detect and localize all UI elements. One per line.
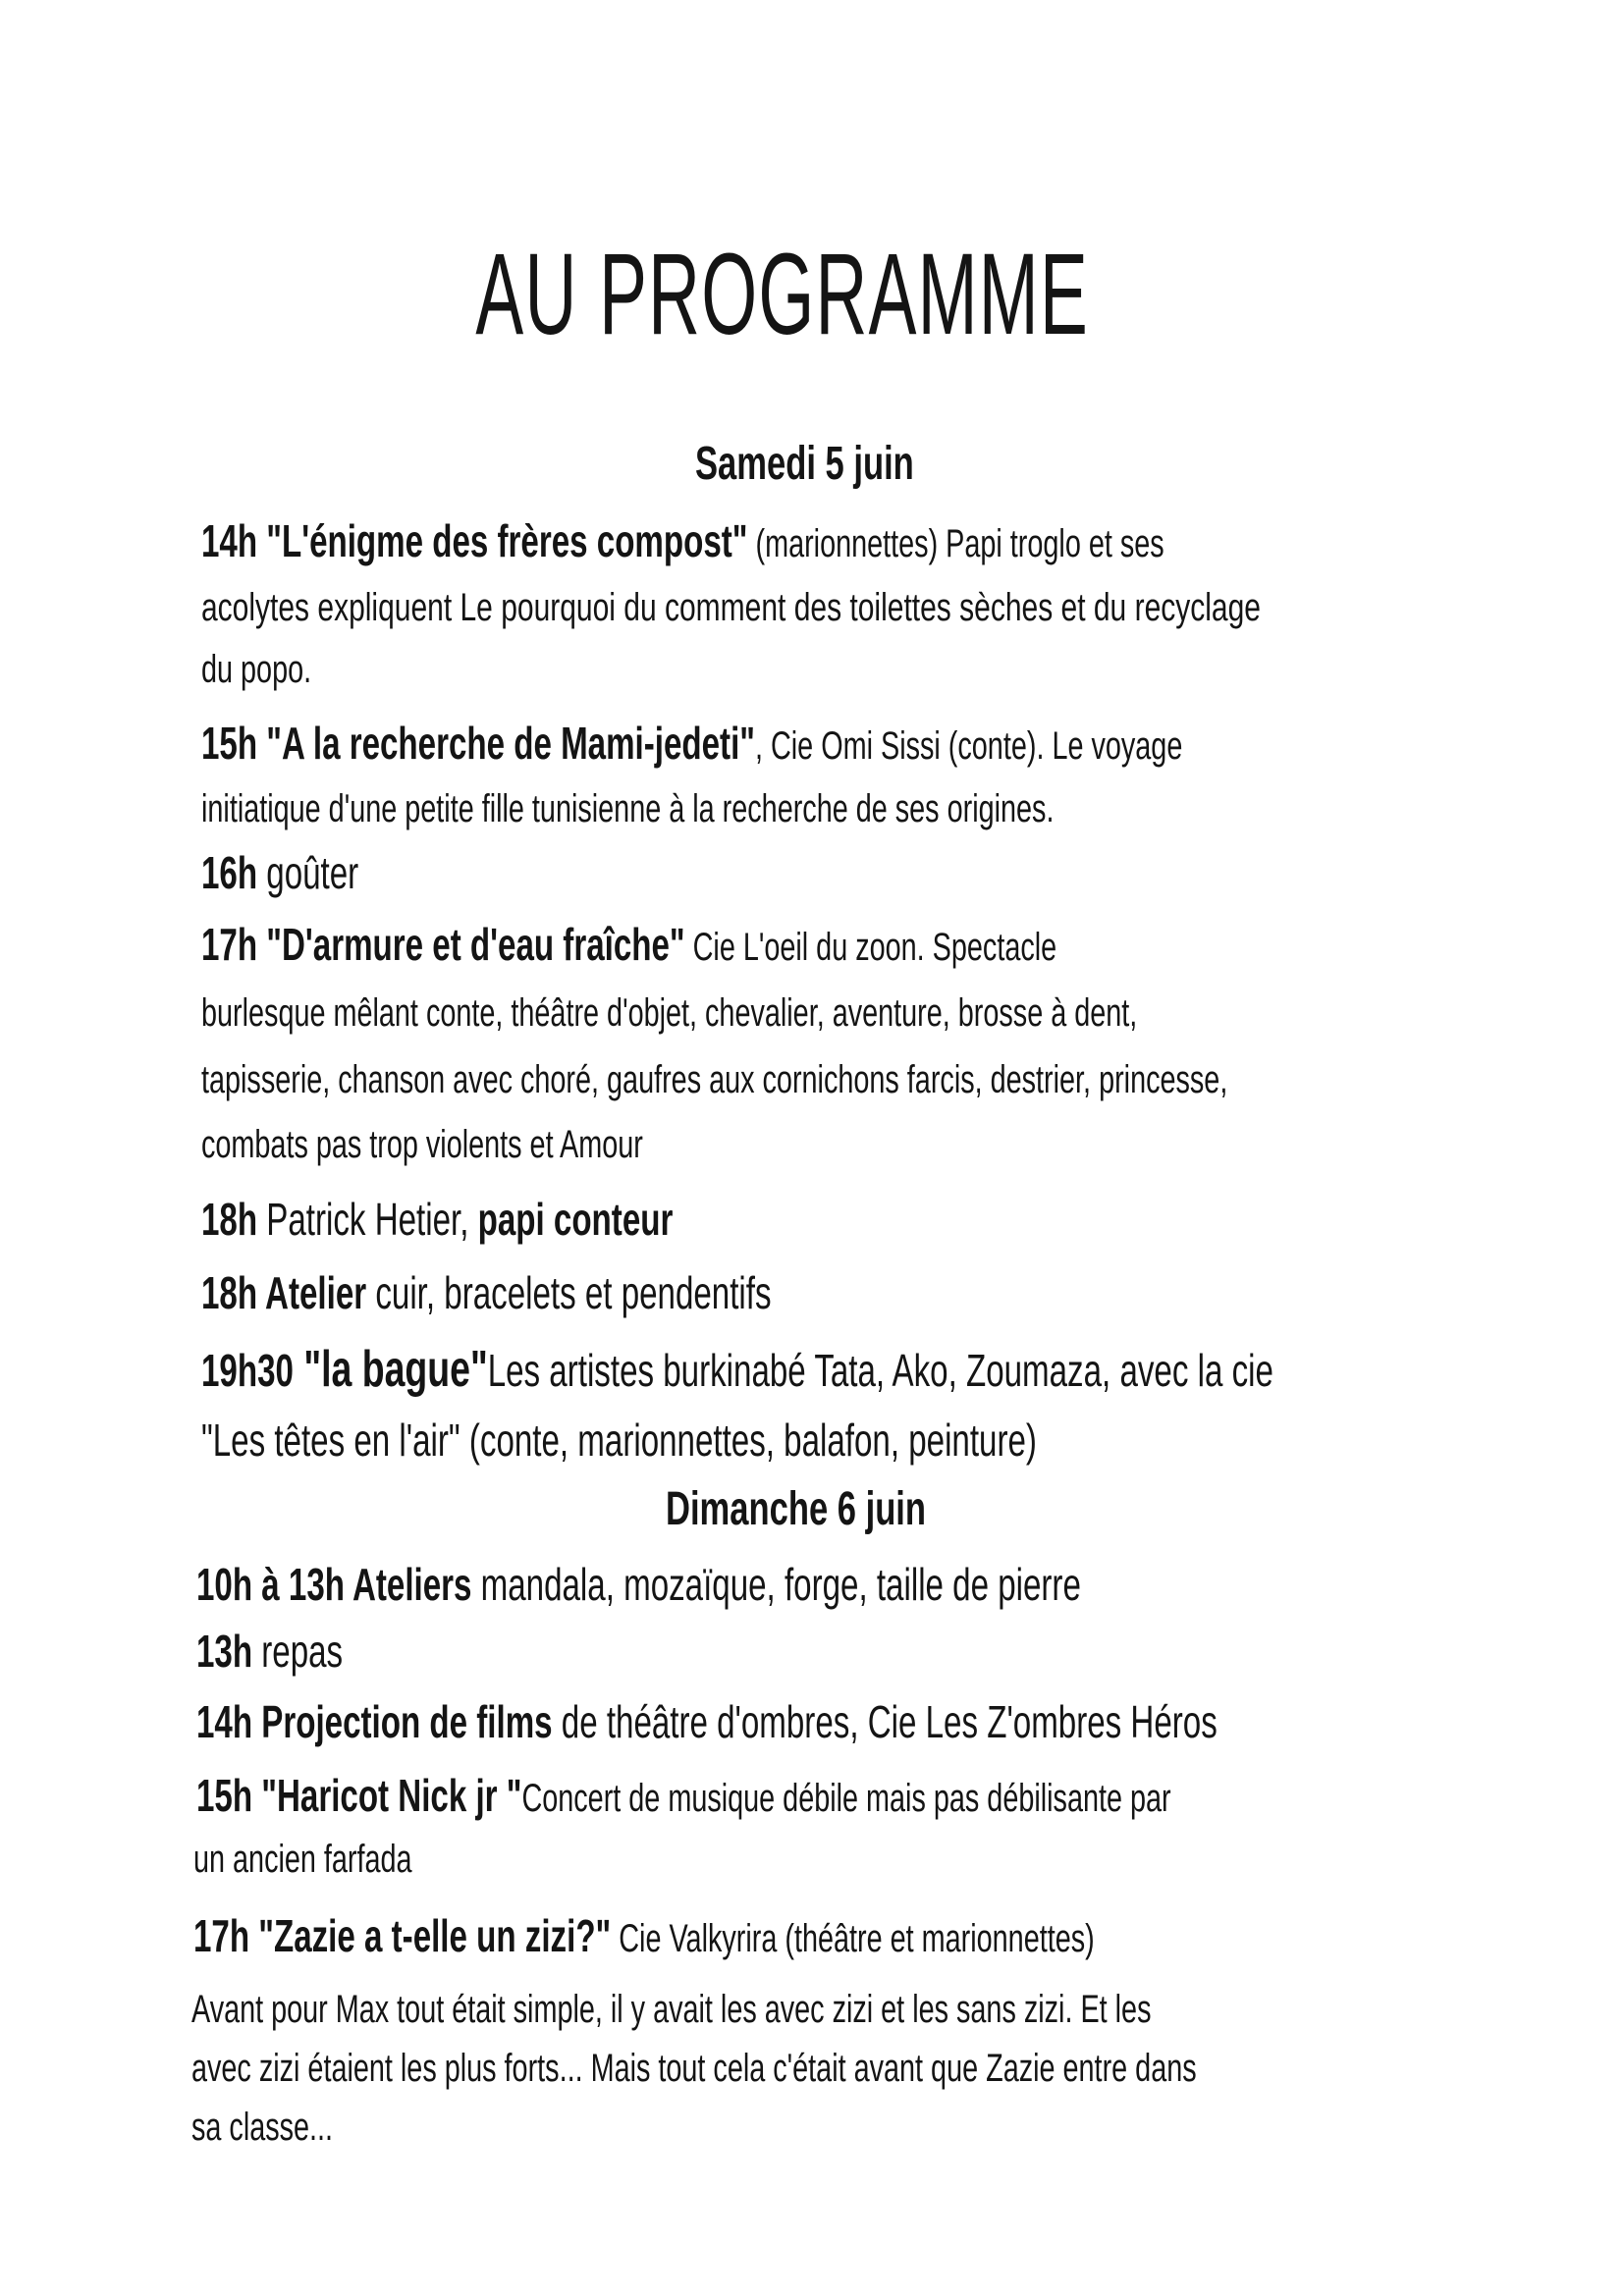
- event-performer: Patrick Hetier,: [257, 1194, 478, 1245]
- event-time: 18h: [201, 1267, 258, 1318]
- event-title: "A la recherche de Mami-jedeti": [266, 718, 755, 769]
- event-time: 15h: [201, 718, 258, 769]
- event-desc: (marionnettes) Papi troglo et ses: [747, 522, 1164, 565]
- event-title: "L'énigme des frères compost": [266, 515, 748, 566]
- event-time: 10h à 13h: [196, 1559, 345, 1610]
- event-desc: cuir, bracelets et pendentifs: [366, 1267, 772, 1318]
- event-desc: Concert de musique débile mais pas débilisante par: [521, 1777, 1171, 1820]
- event-time: 19h30: [201, 1345, 294, 1396]
- event-desc-line: burlesque mêlant conte, théâtre d'objet, chevalier, aventure, brosse à dent,: [201, 991, 1138, 1035]
- day-heading-dimanche: Dimanche 6 juin: [666, 1483, 927, 1535]
- event-title: Projection de films: [252, 1696, 553, 1747]
- event-desc-line: du popo.: [201, 648, 312, 691]
- event-dimanche-13h: [196, 1625, 400, 1678]
- event-samedi-17h: [201, 918, 1389, 971]
- event-time: 13h: [196, 1626, 253, 1677]
- event-samedi-19h30: [201, 1340, 1624, 1399]
- event-desc-line: avec zizi étaient les plus forts... Mais tout cela c'était avant que Zazie entre dans: [191, 2047, 1197, 2090]
- event-samedi-14h: [201, 514, 1539, 567]
- event-dimanche-15h: [196, 1769, 1550, 1822]
- event-time: 16h: [201, 847, 258, 898]
- event-title: "D'armure et d'eau fraîche": [266, 919, 685, 970]
- event-samedi-15h: [201, 717, 1564, 770]
- event-time: 15h: [196, 1770, 253, 1821]
- event-desc: Les artistes burkinabé Tata, Ako, Zoumaza, avec la cie: [487, 1345, 1273, 1396]
- event-title: Atelier: [257, 1267, 367, 1318]
- event-dimanche-14h: [196, 1695, 1614, 1748]
- event-desc: repas: [252, 1626, 344, 1677]
- event-samedi-18h-atelier: [201, 1266, 993, 1319]
- event-desc-line: tapisserie, chanson avec choré, gaufres aux cornichons farcis, destrier, princesse,: [201, 1058, 1228, 1101]
- event-title: Ateliers: [344, 1559, 472, 1610]
- event-desc-line: sa classe...: [191, 2106, 334, 2149]
- event-title: "la bague": [293, 1341, 488, 1398]
- event-desc-line: Avant pour Max tout était simple, il y avait les avec zizi et les sans zizi. Et les: [191, 1988, 1152, 2031]
- event-time: 14h: [201, 515, 258, 566]
- event-desc: Cie Valkyrira (théâtre et marionnettes): [611, 1917, 1095, 1960]
- event-desc: goûter: [257, 847, 359, 898]
- event-desc: , Cie Omi Sissi (conte). Le voyage: [754, 724, 1183, 768]
- event-time: 17h: [201, 919, 258, 970]
- event-time: 17h: [193, 1910, 250, 1961]
- event-samedi-18h-conteur: [201, 1193, 856, 1246]
- event-title: "Zazie a t-elle un zizi?": [249, 1910, 612, 1961]
- event-desc: de théâtre d'ombres, Cie Les Z'ombres Héros: [552, 1696, 1218, 1747]
- event-desc-line: initiatique d'une petite fille tunisienne à la recherche de ses origines.: [201, 787, 1055, 830]
- event-title: "Haricot Nick jr ": [252, 1770, 522, 1821]
- event-time: 14h: [196, 1696, 253, 1747]
- event-desc: Cie L'oeil du zoon. Spectacle: [684, 926, 1057, 969]
- event-title: papi conteur: [477, 1194, 674, 1245]
- event-dimanche-17h: [193, 1909, 1445, 1962]
- day-heading-samedi: Samedi 5 juin: [695, 438, 914, 490]
- event-desc: mandala, mozaïque, forge, taille de pierre: [471, 1559, 1081, 1610]
- event-samedi-16h: [201, 846, 419, 899]
- event-dimanche-10h: [196, 1558, 1425, 1611]
- event-desc-line: "Les têtes en l'air" (conte, marionnettes, balafon, peinture): [201, 1415, 1037, 1466]
- event-desc-line: un ancien farfada: [193, 1838, 412, 1881]
- event-desc-line: acolytes expliquent Le pourquoi du comment des toilettes sèches et du recyclage: [201, 586, 1261, 629]
- event-time: 18h: [201, 1194, 258, 1245]
- event-desc-line: combats pas trop violents et Amour: [201, 1123, 643, 1166]
- page-title: AU PROGRAMME: [475, 230, 1090, 359]
